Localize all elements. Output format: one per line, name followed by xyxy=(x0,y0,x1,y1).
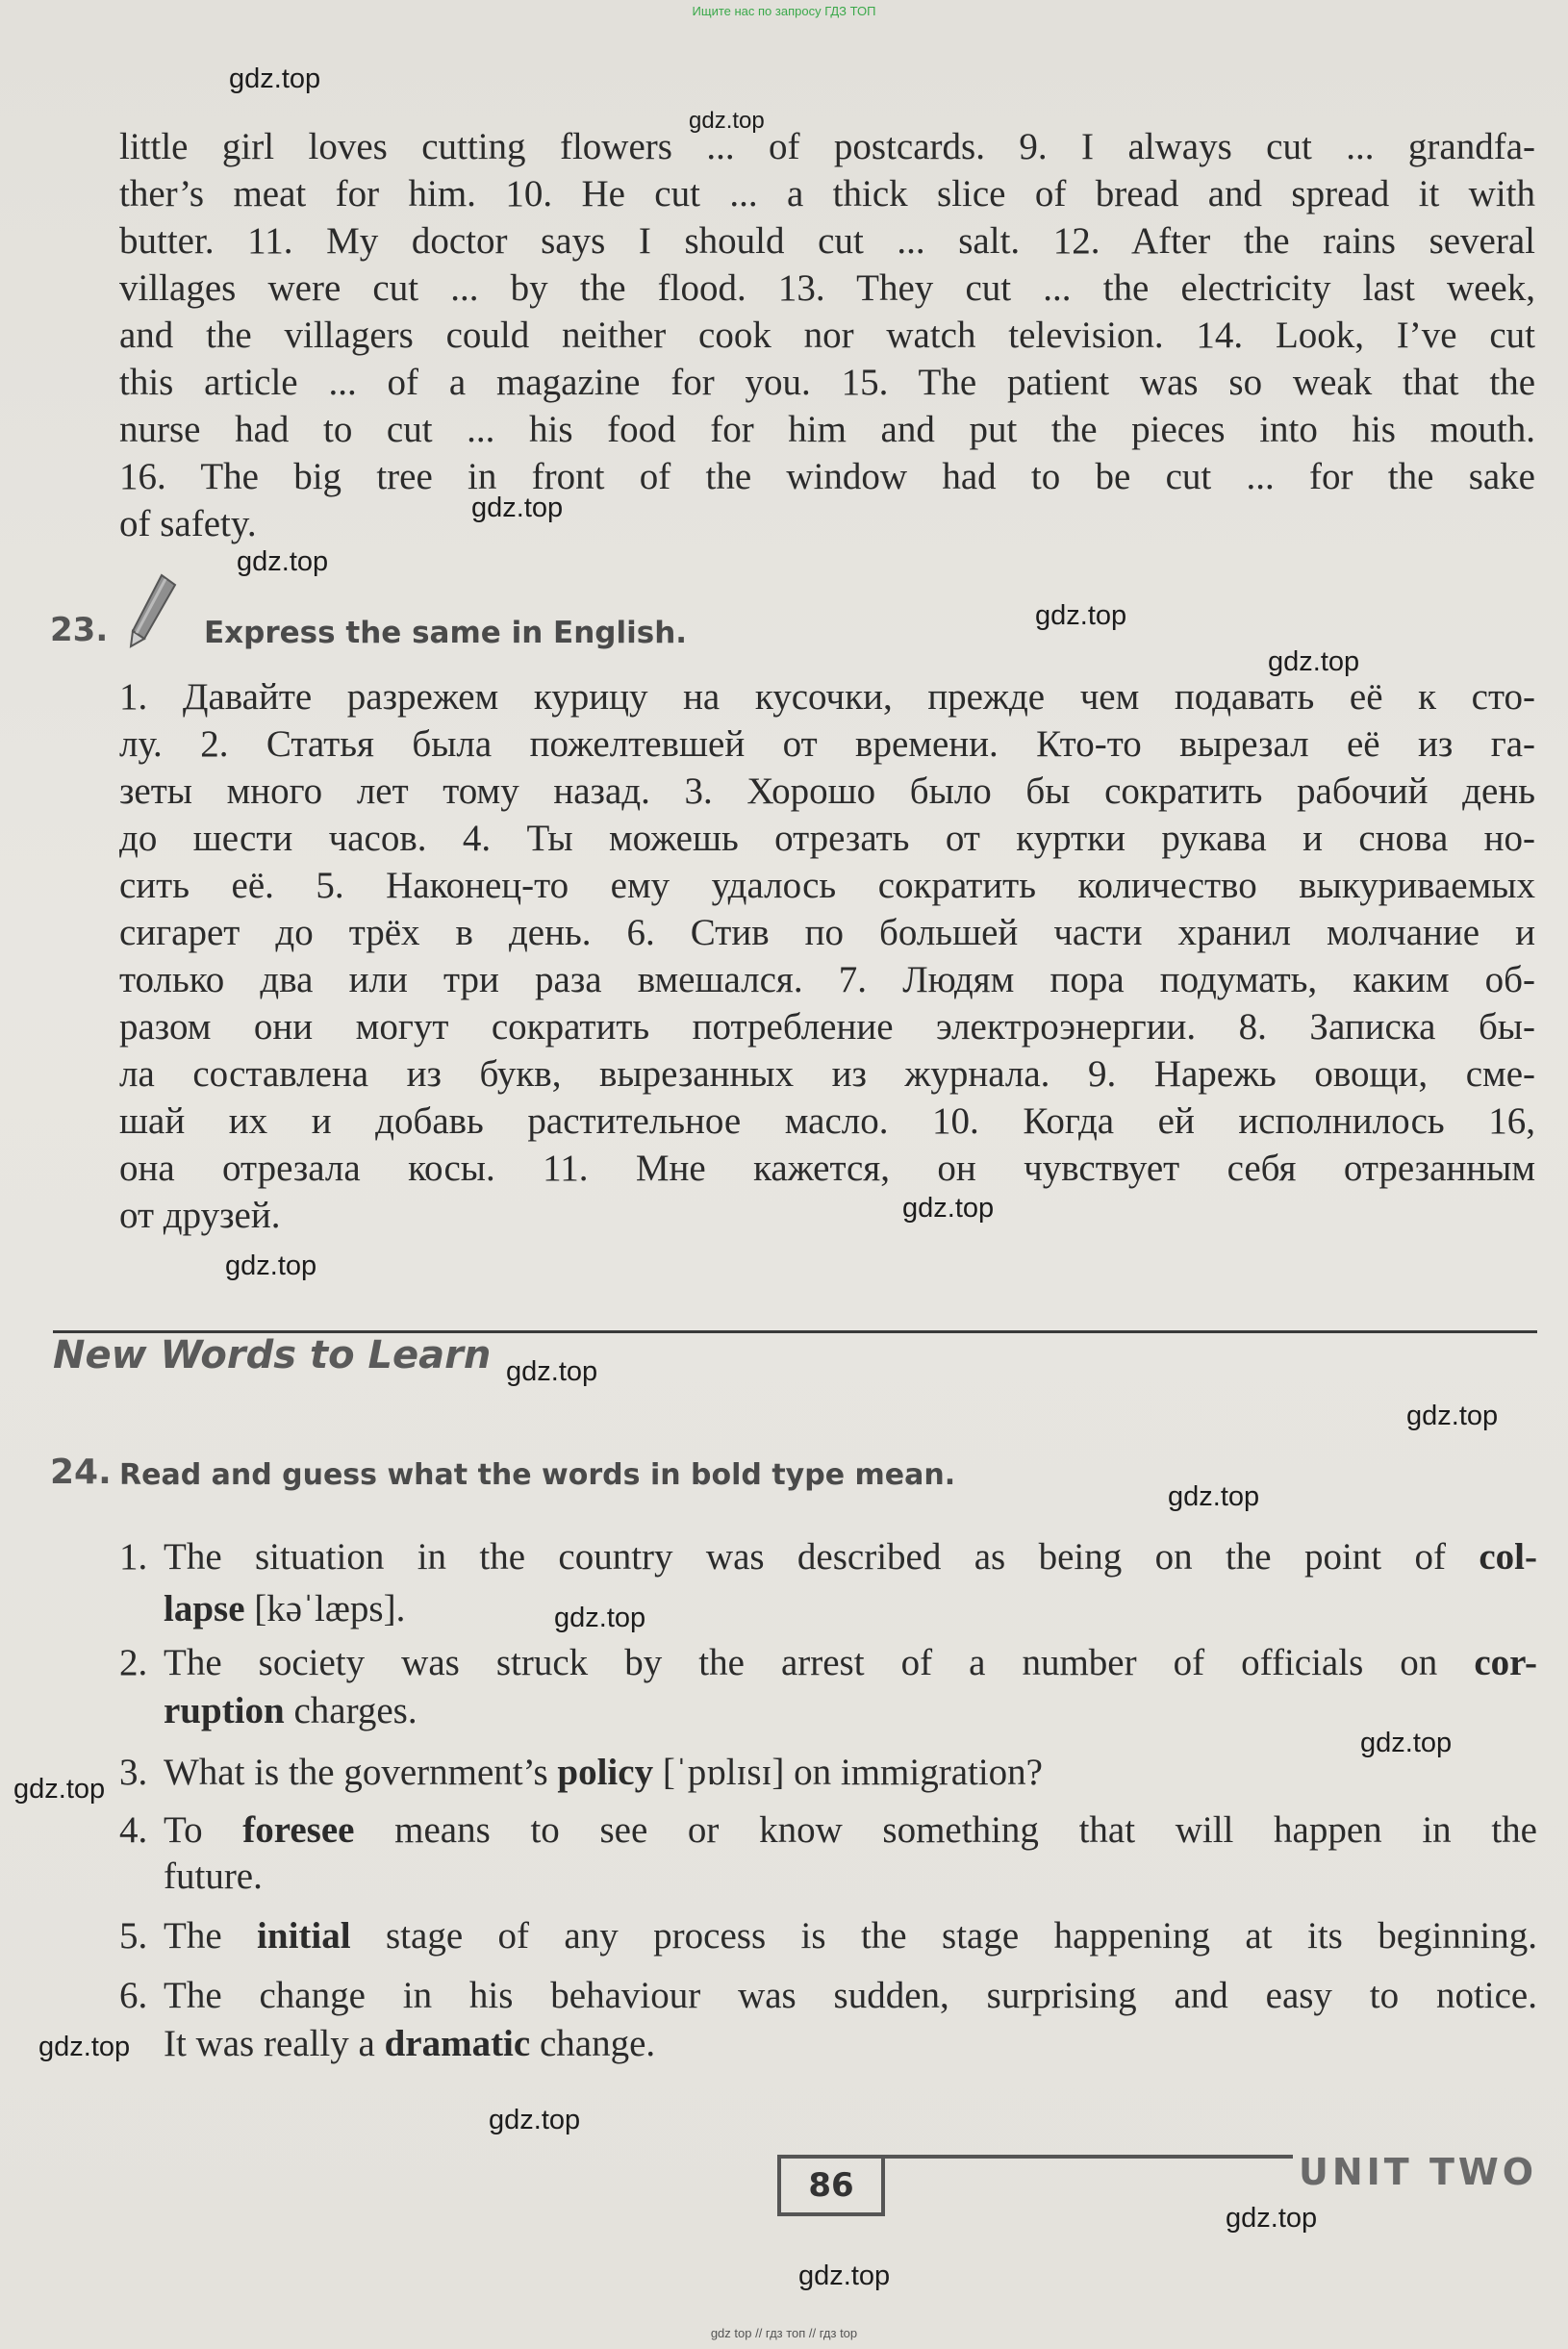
watermark: gdz.top xyxy=(798,2261,891,2291)
bold-term: dramatic xyxy=(384,2023,531,2064)
text-line: and the villagers could neither cook nor watch television. 14. Look, I’ve cut xyxy=(119,315,1535,356)
list-item-line: The initial stage of any process is the stage happening at its beginning. xyxy=(164,1915,1537,1957)
text-line: ther’s meat for him. 10. He cut ... a thick slice of bread and spread it with xyxy=(119,173,1535,215)
bold-term: policy xyxy=(557,1752,654,1793)
list-item-number: 2. xyxy=(119,1642,148,1683)
list-item-line: The change in his behaviour was sudden, surprising and easy to notice. xyxy=(164,1975,1537,2016)
bold-term: cor- xyxy=(1474,1642,1537,1683)
text-line: this article ... of a magazine for you. 15. The patient was so weak that the xyxy=(119,362,1535,403)
exercise-number: 24. xyxy=(50,1452,112,1492)
list-item-line: The situation in the country was described as being on the point of col- xyxy=(164,1536,1537,1578)
exercise-number: 23. xyxy=(50,611,109,649)
exercise-instruction: Read and guess what the words in bold type mean. xyxy=(119,1458,956,1492)
watermark: gdz.top xyxy=(13,1774,106,1805)
watermark: gdz.top xyxy=(237,546,329,577)
watermark: gdz.top xyxy=(902,1193,995,1224)
text-line: сигарет до трёх в день. 6. Стив по большей части хранил молчание и xyxy=(119,912,1535,953)
bold-term: lapse xyxy=(164,1588,245,1629)
page-number: 86 xyxy=(777,2155,885,2216)
watermark: gdz.top xyxy=(229,63,321,94)
text-line: зеты много лет тому назад. 3. Хорошо было бы сократить рабочий день xyxy=(119,770,1535,812)
watermark: gdz.top xyxy=(1226,2203,1318,2234)
list-item-line: The society was struck by the arrest of a number of officials on cor- xyxy=(164,1642,1537,1683)
bold-term: ruption xyxy=(164,1690,285,1731)
watermark: gdz.top xyxy=(1360,1728,1453,1758)
text-line: лу. 2. Статья была пожелтевшей от времени. Кто-то вырезал её из га- xyxy=(119,723,1535,765)
text-line: ла составлена из букв, вырезанных из журнала. 9. Нарежь овощи, сме- xyxy=(119,1053,1535,1095)
text-line: она отрезала косы. 11. Мне кажется, он чувствует себя отрезанным xyxy=(119,1148,1535,1189)
bold-term: initial xyxy=(257,1915,351,1957)
text-line: little girl loves cutting flowers ... of postcards. 9. I always cut ... grandfa- xyxy=(119,126,1535,167)
list-item-line: What is the government’s policy [ˈpɒlɪsɪ] on immigration? xyxy=(164,1752,1043,1793)
text-line: сить её. 5. Наконец-то ему удалось сократить количество выкуриваемых xyxy=(119,865,1535,906)
list-item-line: lapse [kəˈlæps]. xyxy=(164,1588,406,1629)
watermark: gdz.top xyxy=(225,1250,317,1281)
watermark: gdz.top xyxy=(1168,1481,1260,1512)
list-item-number: 3. xyxy=(119,1752,148,1793)
text-line: butter. 11. My doctor says I should cut ... salt. 12. After the rains several xyxy=(119,220,1535,262)
watermark: gdz.top xyxy=(506,1356,598,1387)
unit-label: UNIT TWO xyxy=(1293,2151,1537,2193)
text-line: 1. Давайте разрежем курицу на кусочки, прежде чем подавать её к сто- xyxy=(119,676,1535,718)
list-item-number: 1. xyxy=(119,1536,148,1578)
list-item-line: ruption charges. xyxy=(164,1690,417,1731)
watermark: gdz.top xyxy=(1035,600,1127,631)
watermark: gdz.top xyxy=(38,2032,131,2062)
watermark: gdz.top xyxy=(689,108,765,134)
text-line: только два или три раза вмешался. 7. Людям пора подумать, каким об- xyxy=(119,959,1535,1000)
exercise-instruction: Express the same in English. xyxy=(204,616,688,650)
text-line: villages were cut ... by the flood. 13. They cut ... the electricity last week, xyxy=(119,267,1535,309)
list-item-number: 4. xyxy=(119,1809,148,1851)
text-line: шай их и добавь растительное масло. 10. Когда ей исполнилось 16, xyxy=(119,1100,1535,1142)
text-line: of safety. xyxy=(119,503,257,544)
list-item-line: It was really a dramatic change. xyxy=(164,2023,656,2064)
text-line: разом они могут сократить потребление электроэнергии. 8. Записка бы- xyxy=(119,1006,1535,1048)
list-item-number: 6. xyxy=(119,1975,148,2016)
bold-term: col- xyxy=(1479,1536,1537,1578)
text-line: 16. The big tree in front of the window had to be cut ... for the sake xyxy=(119,456,1535,497)
watermark: gdz.top xyxy=(489,2105,581,2135)
list-item-line: To foresee means to see or know something that will happen in the xyxy=(164,1809,1537,1851)
pencil-icon xyxy=(123,571,181,648)
text-line: от друзей. xyxy=(119,1195,281,1236)
bottom-banner: gdz top // гдз топ // гдз top xyxy=(710,2326,858,2340)
watermark: gdz.top xyxy=(554,1603,646,1633)
text-line: nurse had to cut ... his food for him and put the pieces into his mouth. xyxy=(119,409,1535,450)
list-item-number: 5. xyxy=(119,1915,148,1957)
watermark: gdz.top xyxy=(1268,646,1360,677)
list-item-line: future. xyxy=(164,1856,263,1897)
watermark: gdz.top xyxy=(471,493,564,523)
watermark: gdz.top xyxy=(1406,1401,1499,1431)
top-banner: Ищите нас по запросу ГДЗ ТОП xyxy=(692,4,876,18)
section-title: New Words to Learn xyxy=(53,1333,492,1377)
bold-term: foresee xyxy=(242,1809,355,1851)
text-line: до шести часов. 4. Ты можешь отрезать от куртки рукава и снова но- xyxy=(119,818,1535,859)
